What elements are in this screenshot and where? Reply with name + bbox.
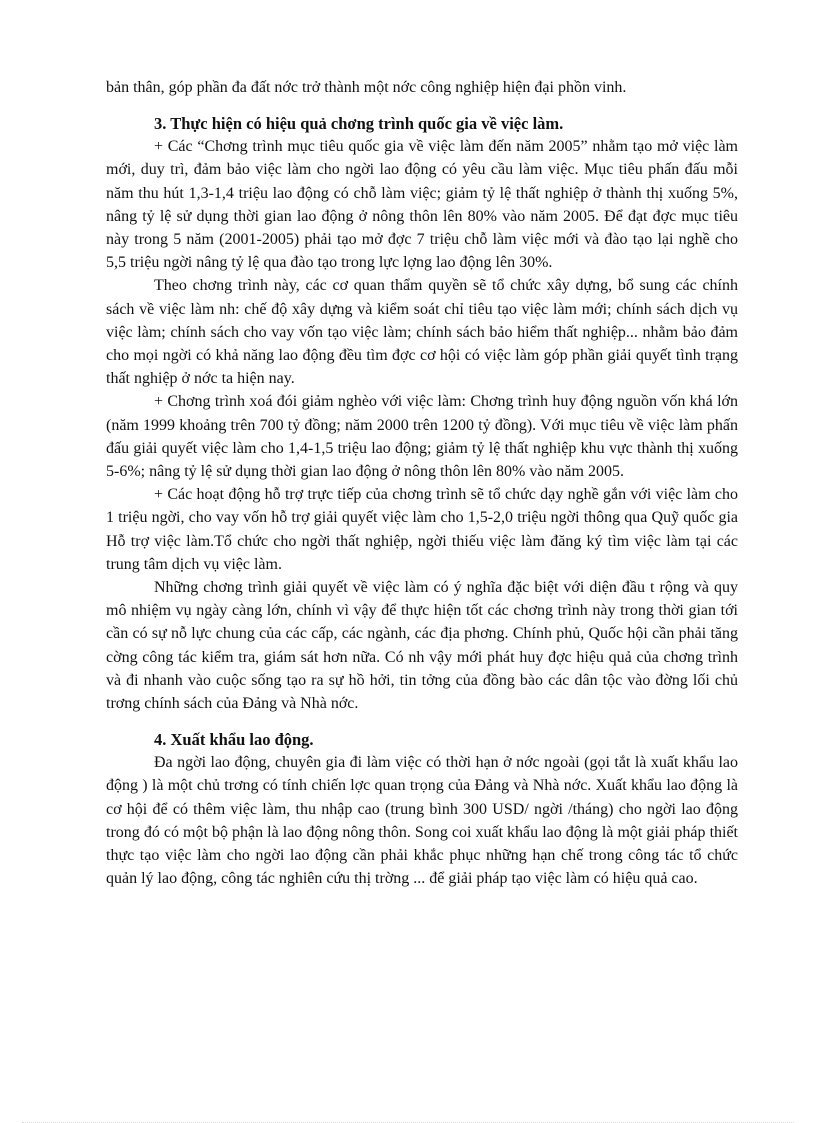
section-3-paragraph-2: Theo chơng trình này, các cơ quan thẩm quyền sẽ tổ chức xây dựng, bổ sung các chính sách về việc làm nh: chế độ xây dựng và kiểm soát chỉ tiêu tạo việc làm mới; chính sách dịch vụ việc làm; chính sách cho vay vốn tạo việc làm; chính sách bảo hiểm thất nghiệp... nhằm bảo đảm cho mọi ngời có khả năng lao động đều tìm đợc cơ hội có việc làm góp phần giải quyết tình trạng thất nghiệp ở nớc ta hiện nay. [106,277,738,388]
section-3-paragraph-5: Những chơng trình giải quyết về việc làm có ý nghĩa đặc biệt với diện đầu t rộng và quy mô nhiệm vụ ngày càng lớn, chính vì vậy để thực hiện tốt các chơng trình này trong thời gian tới cần có sự nỗ lực chung của các cấp, các ngành, các địa phơng. Chính phủ, Quốc hội cần phải tăng cờng công tác kiểm tra, giám sát hơn nữa. Có nh vậy mới phát huy đợc hiệu quả của chơng trình và đi nhanh vào cuộc sống tạo ra sự hồ hởi, tin tởng của đồng bào các dân tộc vào đờng lối chủ trơng chính sách của Đảng và Nhà nớc. [106,579,738,713]
section-4-paragraph-1: Đa ngời lao động, chuyên gia đi làm việc có thời hạn ở nớc ngoài (gọi tắt là xuất khẩu lao động ) là một chủ trơng có tính chiến lợc quan trọng của Đảng và Nhà nớc. Xuất khẩu lao động là cơ hội để có thêm việc làm, thu nhập cao (trung bình 300 USD/ ngời /tháng) cho ngời lao động trong đó có một bộ phận là lao động nông thôn. Song coi xuất khẩu lao động là một giải pháp thiết thực tạo việc làm cho ngời lao động cần phải khắc phục những hạn chế trong công tác tổ chức quản lý lao động, công tác nghiên cứu thị trờng ... để giải pháp tạo việc làm có hiệu quả cao. [106,754,738,888]
intro-paragraph: bản thân, góp phần đa đất nớc trở thành một nớc công nghiệp hiện đại phồn vinh. [106,79,627,96]
section-3-heading: 3. Thực hiện có hiệu quả chơng trình quốc gia về việc làm. [154,114,564,134]
section-3-paragraph-3: + Chơng trình xoá đói giảm nghèo với việc làm: Chơng trình huy động nguồn vốn khá lớn (năm 1999 khoảng trên 700 tỷ đồng; năm 2000 trên 1200 tỷ đồng). Với mục tiêu về việc làm phấn đấu giải quyết việc làm cho 1,4-1,5 triệu lao động; giảm tỷ lệ thất nghiệp khu vực thành thị xuống 5-6%; nâng tỷ lệ sử dụng thời gian lao động ở nông thôn lên 80% vào năm 2005. [106,393,738,481]
section-4-heading: 4. Xuất khẩu lao động. [154,730,314,750]
section-3-paragraph-1: + Các “Chơng trình mục tiêu quốc gia về việc làm đến năm 2005” nhằm tạo mở việc làm mới, duy trì, đảm bảo việc làm cho ngời lao động có yêu cầu làm việc. Mục tiêu phấn đấu mỗi năm thu hút 1,3-1,4 triệu lao động có chỗ làm việc; giảm tỷ lệ thất nghiệp ở thành thị xuống 5%, nâng tỷ lệ sử dụng thời gian lao động ở nông thôn lên 80% vào năm 2005. Để đạt đợc mục tiêu này trong 5 năm (2001-2005) phải tạo mở đợc 7 triệu chỗ làm việc mới và đào tạo lại nghề cho 5,5 triệu ngời nâng tỷ lệ qua đào tạo trong lực lợng lao động lên 30%. [106,138,738,272]
section-3-paragraph-4: + Các hoạt động hỗ trợ trực tiếp của chơng trình sẽ tổ chức dạy nghề gắn với việc làm cho 1 triệu ngời, cho vay vốn hỗ trợ giải quyết việc làm cho 1,5-2,0 triệu ngời thông qua Quỹ quốc gia Hỗ trợ việc làm.Tổ chức cho ngời thất nghiệp, ngời thiếu việc làm đăng ký tìm việc làm tại các trung tâm dịch vụ việc làm. [106,486,738,573]
document-page [106,76,738,891]
